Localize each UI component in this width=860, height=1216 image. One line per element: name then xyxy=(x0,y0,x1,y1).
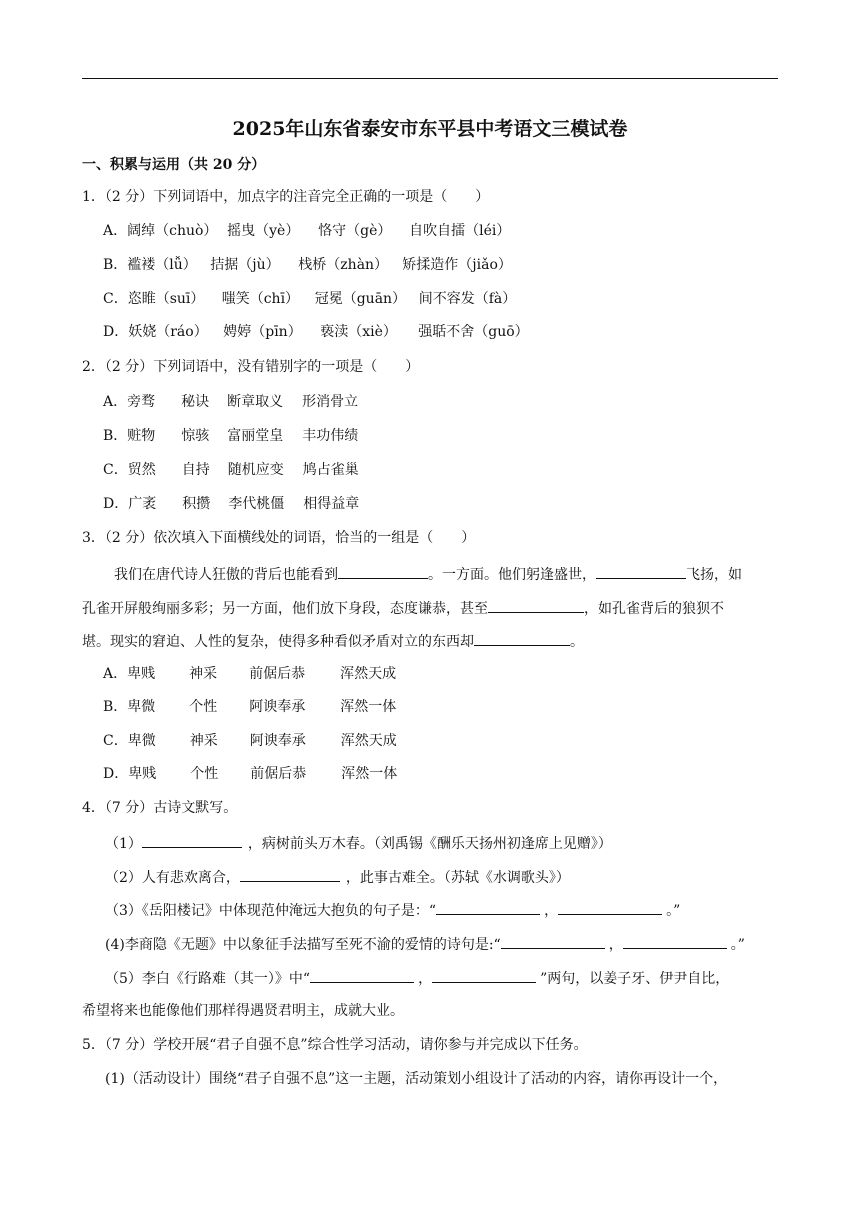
fill-blank[interactable] xyxy=(623,933,727,949)
option-item: 恪守（gè） xyxy=(318,223,392,239)
option-letter: C． xyxy=(103,462,128,478)
text-run: ，病树前头万木春。（刘禹锡《酬乐天扬州初逢席上见赠》） xyxy=(247,836,612,852)
option-item: 嗤笑（chī） xyxy=(221,291,300,307)
option-item: 鸠占雀巢 xyxy=(302,462,359,478)
q1-option-a[interactable] xyxy=(103,221,510,241)
option-item: 恣睢（suī） xyxy=(127,291,205,307)
q3-option-b[interactable] xyxy=(103,697,396,717)
text-run: ，如孔雀背后的狼狈不 xyxy=(584,601,724,617)
q4-item-5-continued: 希望将来也能像他们那样得遇贤君明主，成就大业。 xyxy=(82,1003,404,1019)
option-item: 旁骛 xyxy=(127,394,156,410)
option-item: 浑然一体 xyxy=(341,766,398,782)
text-run: （1） xyxy=(105,836,142,852)
option-item: 前倨后恭 xyxy=(250,766,307,782)
q2-option-d[interactable] xyxy=(103,494,359,514)
option-item: 随机应变 xyxy=(227,462,284,478)
option-item: 浑然一体 xyxy=(340,699,397,715)
fill-blank[interactable] xyxy=(142,832,242,848)
option-letter: B． xyxy=(103,428,128,444)
top-rule xyxy=(82,78,778,79)
option-item: 阿谀奉承 xyxy=(249,733,306,749)
option-item: 个性 xyxy=(190,766,219,782)
option-letter: A． xyxy=(103,394,128,410)
text-run: （3）《岳阳楼记》中体现范仲淹远大抱负的句子是：“ xyxy=(105,903,437,919)
option-item: 卑微 xyxy=(127,699,156,715)
option-item: 丰功伟绩 xyxy=(302,428,359,444)
text-run: 堪。现实的窘迫、人性的复杂，使得多种看似矛盾对立的东西却 xyxy=(82,634,474,650)
option-item: 浑然天成 xyxy=(340,733,397,749)
option-letter: D． xyxy=(103,496,129,512)
option-item: 自吹自擂（léi） xyxy=(409,223,511,239)
q1-option-d[interactable] xyxy=(103,322,529,342)
section-heading: 一、积累与运用（共 20 分） xyxy=(82,157,266,173)
option-item: 自持 xyxy=(181,462,210,478)
option-item: 个性 xyxy=(189,699,218,715)
option-item: 积攒 xyxy=(182,496,211,512)
q3-paragraph-line xyxy=(114,563,742,585)
option-item: 冠冕（guān） xyxy=(314,291,407,307)
text-run: 。” xyxy=(730,937,745,953)
text-run: ，此事古难全。（苏轼《水调歌头》） xyxy=(345,870,570,886)
option-item: 断章取义 xyxy=(227,394,284,410)
option-item: 浑然天成 xyxy=(340,666,397,682)
option-item: 相得益章 xyxy=(303,496,360,512)
text-run: （2）人有悲欢离合， xyxy=(105,870,240,886)
question-4-stem: 4．（7 分）古诗文默写。 xyxy=(82,800,238,816)
fill-blank[interactable] xyxy=(338,563,428,579)
q2-option-c[interactable] xyxy=(103,460,359,480)
option-item: 卑贱 xyxy=(127,666,156,682)
text-run: 我们在唐代诗人狂傲的背后也能看到 xyxy=(114,567,338,583)
option-item: 卑贱 xyxy=(128,766,157,782)
q4-item-4 xyxy=(105,933,745,955)
question-2-stem: 2．（2 分）下列词语中，没有错别字的一项是（ ） xyxy=(82,359,420,375)
option-item: 间不容发（fà） xyxy=(418,291,517,307)
q5-item-1: (1)（活动设计）围绕“君子自强不息”这一主题，活动策划小组设计了活动的内容，请你再设计一个， xyxy=(105,1071,728,1087)
question-5-stem: 5．（7 分）学校开展“君子自强不息”综合性学习活动，请你参与并完成以下任务。 xyxy=(82,1037,588,1053)
fill-blank[interactable] xyxy=(596,563,686,579)
option-item: 阔绰（chuò） xyxy=(127,223,218,239)
option-item: 亵渎（xiè） xyxy=(320,324,397,340)
q4-item-2 xyxy=(105,866,570,888)
q4-item-1 xyxy=(105,832,612,854)
option-letter: D． xyxy=(103,324,129,340)
option-letter: A． xyxy=(103,666,128,682)
question-1-stem: 1．（2 分）下列词语中，加点字的注音完全正确的一项是（ ） xyxy=(82,189,490,205)
text-run: 飞扬，如 xyxy=(686,567,742,583)
fill-blank[interactable] xyxy=(558,899,662,915)
option-item: 神采 xyxy=(189,733,218,749)
option-letter: B． xyxy=(103,257,128,273)
fill-blank[interactable] xyxy=(436,899,540,915)
fill-blank[interactable] xyxy=(310,967,414,983)
option-item: 拮据（jù） xyxy=(210,257,280,273)
option-item: 娉婷（pīn） xyxy=(223,324,302,340)
option-letter: C． xyxy=(103,733,128,749)
option-item: 摇曳（yè） xyxy=(227,223,300,239)
option-item: 广袤 xyxy=(128,496,157,512)
option-item: 褴褛（lǚ） xyxy=(127,257,197,273)
option-item: 前倨后恭 xyxy=(249,666,306,682)
option-item: 富丽堂皇 xyxy=(227,428,284,444)
option-item: 强聒不舍（guō） xyxy=(418,324,529,340)
q2-option-a[interactable] xyxy=(103,392,358,412)
text-run: 孔雀开屏般绚丽多彩；另一方面，他们放下身段，态度谦恭，甚至 xyxy=(82,601,488,617)
option-item: 矫揉造作（jiǎo） xyxy=(402,257,512,273)
fill-blank[interactable] xyxy=(474,630,570,646)
q2-option-b[interactable] xyxy=(103,426,358,446)
q3-paragraph-line xyxy=(82,630,778,652)
page-title: 2025年山东省泰安市东平县中考语文三模试卷 xyxy=(232,118,628,140)
fill-blank[interactable] xyxy=(488,597,584,613)
text-run: 。” xyxy=(666,903,681,919)
fill-blank[interactable] xyxy=(501,933,605,949)
q3-option-d[interactable] xyxy=(103,764,397,784)
q3-option-c[interactable] xyxy=(103,731,397,751)
option-item: 李代桃僵 xyxy=(228,496,285,512)
option-item: 神采 xyxy=(189,666,218,682)
text-run: ， xyxy=(418,971,433,987)
option-item: 贸然 xyxy=(127,462,156,478)
text-run: ， xyxy=(544,903,559,919)
option-item: 秘诀 xyxy=(181,394,210,410)
q1-option-b[interactable] xyxy=(103,255,512,275)
text-run: 。一方面。他们躬逢盛世， xyxy=(428,567,596,583)
option-letter: B． xyxy=(103,699,128,715)
option-letter: C． xyxy=(103,291,128,307)
text-run: (4)李商隐《无题》中以象征手法描写至死不渝的爱情的诗句是:“ xyxy=(105,937,501,953)
q3-option-a[interactable] xyxy=(103,664,396,684)
fill-blank[interactable] xyxy=(432,967,536,983)
q3-paragraph-line xyxy=(82,597,778,619)
option-item: 栈桥（zhàn） xyxy=(298,257,389,273)
option-item: 卑微 xyxy=(127,733,156,749)
option-item: 妖娆（ráo） xyxy=(128,324,208,340)
option-item: 阿谀奉承 xyxy=(249,699,306,715)
text-run: ”两句，以姜子牙、伊尹自比， xyxy=(540,971,730,987)
text-run: ， xyxy=(608,937,623,953)
q1-option-c[interactable] xyxy=(103,289,516,309)
question-3-stem: 3．（2 分）依次填入下面横线处的词语，恰当的一组是（ ） xyxy=(82,530,476,546)
option-item: 惊骇 xyxy=(181,428,210,444)
text-run: （5）李白《行路难（其一）》中“ xyxy=(105,971,311,987)
fill-blank[interactable] xyxy=(240,866,340,882)
option-letter: D． xyxy=(103,766,129,782)
q4-item-5 xyxy=(105,967,729,989)
text-run: 。 xyxy=(570,634,584,650)
option-letter: A． xyxy=(103,223,128,239)
option-item: 形消骨立 xyxy=(302,394,359,410)
q4-item-3 xyxy=(105,899,680,921)
option-item: 赃物 xyxy=(127,428,156,444)
